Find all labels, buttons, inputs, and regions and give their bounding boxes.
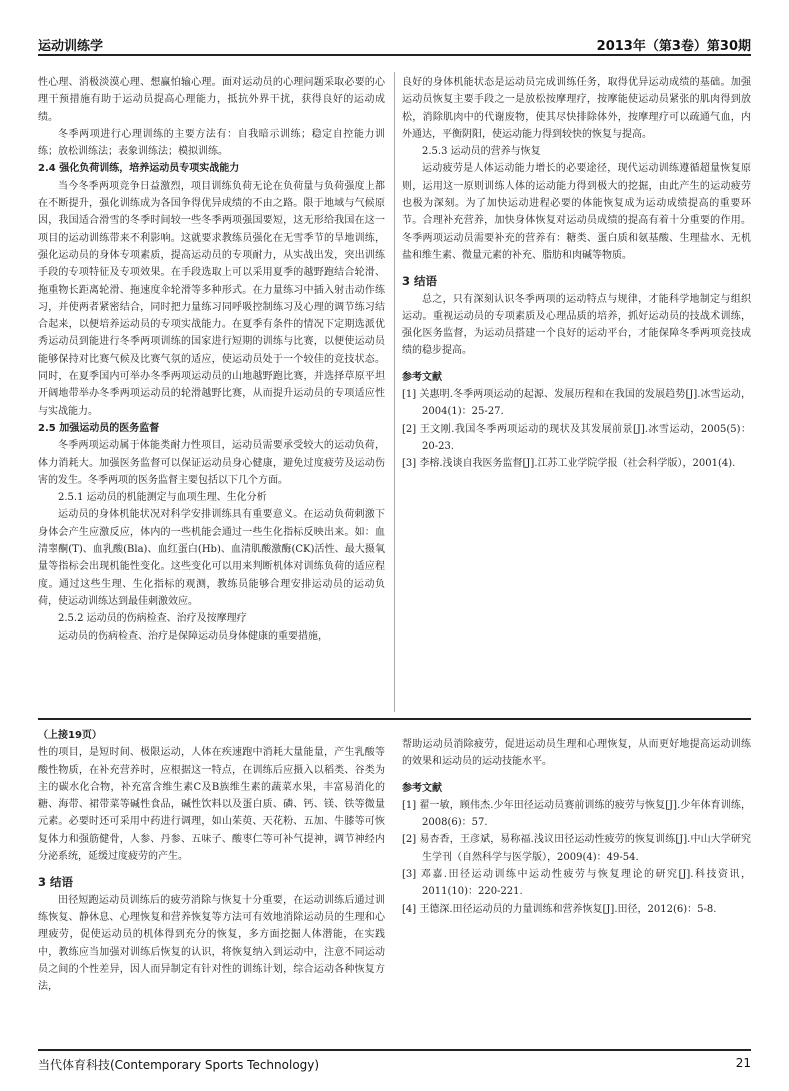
page-number: 21 xyxy=(735,1056,751,1070)
reference-item: [2] 易杏香，王彦斌，易称福.浅议田径运动性疲劳的恢复训练[J].中山大学研究生学刊（自然科学与医学版），2009(4)：49-54. xyxy=(402,834,751,863)
section-heading: （上接19页） xyxy=(38,730,102,741)
reference-item: [3] 邓嘉.田径运动训练中运动性疲劳与恢复理论的研究[J].科技资讯，2011(10)：220-221. xyxy=(402,869,751,898)
section-title: 3 结语 xyxy=(38,875,74,890)
top-left-column xyxy=(38,74,385,645)
spacer xyxy=(402,360,751,369)
section-heading: 2.5 加强运动员的医务监督 xyxy=(38,422,160,434)
section-heading: 参考文献 xyxy=(402,371,442,383)
paragraph: 田径短跑运动员训练后的疲劳消除与恢复十分重要，在运动训练后通过训练恢复、静休息、心理恢复和营养恢复等方法可有效地消除运动员的生理和心理疲劳，促使运动员的机体得到充分的恢复，多方面挖掘人体潜能，在实践中，教练应当加强对训练后恢复的认识，将恢复纳入到运动中，注意不同运动员之间的个性差异，因人而异制定有针对性的训练计划，综合运动各种恢复方法， xyxy=(38,894,385,993)
reference-item: [1] 关惠明.冬季两项运动的起源、发展历程和在我国的发展趋势[J].冰雪运动，2004(1)：25-27. xyxy=(402,389,751,418)
bottom-left-column xyxy=(38,727,385,995)
section-heading: 参考文献 xyxy=(402,782,442,794)
paragraph: 冬季两项进行心理训练的主要方法有：自我暗示训练；稳定自控能力训练；放松训练法；表象训练法；模拟训练。 xyxy=(38,128,385,158)
section-heading: 2.4 强化负荷训练，培养运动员专项实战能力 xyxy=(38,163,240,175)
paragraph: 良好的身体机能状态是运动员完成训练任务，取得优异运动成绩的基础。加强运动员恢复主要手段之一是放松按摩理疗，按摩能使运动员紧张的肌肉得到放松，消除肌肉中的代谢废物，使其尽快排除体外，按摩理疗可以疏通气血，内外通达，平衡阴阳，使运动能力得到较快的恢复与提高。 xyxy=(402,77,751,140)
paragraph: 运动员的伤病检查、治疗是保障运动员身体健康的重要措施， xyxy=(58,630,328,642)
subsection-heading: 2.5.2 运动员的伤病检查、治疗及按摩理疗 xyxy=(58,613,247,625)
paragraph: 帮助运动员消除疲劳，促进运动员生理和心理恢复，从而更好地提高运动训练的效果和运动员的运动技能水平。 xyxy=(402,739,751,768)
column-divider xyxy=(394,72,395,712)
paragraph: 运动疲劳是人体运动能力增长的必要途径，现代运动训练遵循超量恢复原则，运用这一原则训练人体的运动能力得到极大的挖掘，由此产生的运动疲劳也极为深刻。为了加快运动进程必要的体能恢复成为运动成绩提高的重要环节。合理补充营养，加快身体恢复对运动员成绩的提高有着十分重要的作用。冬季两项运动员需要补充的营养有：糖类、蛋白质和氨基酸、生理盐水、无机盐和维生素、微量元素的补充、脂肪和肉碱等物质。 xyxy=(402,163,751,261)
article-separator-rule xyxy=(38,718,751,720)
page-footer xyxy=(38,1054,751,1074)
footer-journal: 当代体育科技(Contemporary Sports Technology) xyxy=(38,1058,320,1072)
paragraph: 运动员的身体机能状况对科学安排训练具有重要意义。在运动负荷刺激下身体会产生应激反应，体内的一些机能会通过一些生化指标反映出来。如：血清睾酮(T)、血乳酸(Bla)、血红蛋白(Hb)、血清肌酸激酶(CK)活性、最大摄氧量等指标会出现机能性变化。这些变化可以用来判断机体对训练负荷的适应程度。通过这些生理、生化指标的观测，教练员能够合理安排运动员的运动负荷，使运动训练达到最佳刺激效应。 xyxy=(38,509,385,607)
spacer xyxy=(402,771,751,780)
paragraph: 冬季两项运动属于体能类耐力性项目，运动员需要承受较大的运动负荷，体力消耗大。加强医务监督可以保证运动员身心健康，避免过度疲劳及运动伤害的发生。冬季两项的医务监督主要包括以下几个方面。 xyxy=(38,440,385,486)
paragraph: 当今冬季两项竞争日益激烈，项目训练负荷无论在负荷量与负荷强度上都在不断提升，强化训练成为各国争得优异成绩的不由之路。限于地域与气候原因，我国适合滑雪的冬季时间较一些冬季两项强国要短，这无形给我国在这一项目的运动训练带来不利影响。这就要求教练员强化在无雪季节的旱地训练，强化运动员的身体专项素质，提高运动员的专项耐力，从实战出发，突出训练手段的专项特征及专项效果。在手段选取上可以采用夏季的越野跑结合轮滑、拖重物长距离轮滑、拖速度伞轮滑等多种形式。在力量练习中插入射击动作练习，并使两者紧密结合，同时把力量练习同呼吸控制练习及心理的调节练习结合起来，以便培养运动员的专项实战能力。在夏季有条件的情况下定期选派优秀运动员到能进行冬季两项训练的国家进行短期的训练与比赛，以便使运动员能够保持对比赛气候及比赛气氛的适应，使运动员处于一个较佳的竞技状态。同时，在夏季国内可举办冬季两项运动员的山地越野跑比赛，并选择草原平坦开阔地带举办冬季两项运动员的轮滑越野比赛，从而提升运动员的专项适应性与实战能力。 xyxy=(38,180,385,417)
top-right-column xyxy=(402,74,751,473)
header-journal-section: 运动训练学 xyxy=(38,39,104,54)
reference-item: [3] 李榕.浅谈自我医务监督[J].江苏工业学院学报（社会科学版），2001(4). xyxy=(402,458,736,470)
reference-item: [2] 王文刚.我国冬季两项运动的现状及其发展前景[J].冰雪运动，2005(5)：20-23. xyxy=(402,423,751,452)
reference-item: [4] 王德深.田径运动员的力量训练和营养恢复[J].田径，2012(6)：5-8. xyxy=(402,903,717,915)
reference-item: [1] 翟一敏，顾伟杰.少年田径运动员赛前训练的疲劳与恢复[J].少年体育训练，2008(6)：57. xyxy=(402,799,751,829)
subsection-heading: 2.5.3 运动员的营养与恢复 xyxy=(422,146,541,158)
paragraph: 性心理、消极淡漠心理、想赢怕输心理。面对运动员的心理问题采取必要的心理干预措施有助于运动员提高心理能力，抵抗外界干扰，获得良好的运动成绩。 xyxy=(38,77,385,123)
header-issue: 2013年（第3卷）第30期 xyxy=(596,39,751,54)
paragraph: 总之，只有深刻认识冬季两项的运动特点与规律，才能科学地制定与组织运动。重视运动员的专项素质及心理品质的培养，抓好运动员的技战术训练，强化医务监督，为运动员搭建一个良好的运动平台，才能保障冬季两项竞技成绩的稳步提高。 xyxy=(402,293,751,357)
subsection-heading: 2.5.1 运动员的机能测定与血项生理、生化分析 xyxy=(58,492,267,504)
header-rule xyxy=(38,54,751,56)
page-header xyxy=(38,33,751,55)
spacer xyxy=(38,865,385,874)
bottom-right-column xyxy=(402,736,751,918)
paragraph: 性的项目，是短时间、极限运动，人体在疾速跑中消耗大量能量，产生乳酸等酸性物质，在补充营养时，应根据这一特点，在训练后应摄入以稻类、谷类为主的碳水化合物，补充富含维生素C及B族维生素的蔬菜水果，丰富易消化的糖、海带、裙带菜等碱性食品，碱性饮料以及蛋白质、磷、钙、镁、铁等微量元素。必要时还可采用中药进行调理，如山茱萸、天花粉、五加、牛膝等可恢复体力和强筋健骨，人参、丹参、五味子、酸枣仁等可补气提神，调节神经内分泌系统，延缓过度疲劳的产生。 xyxy=(38,747,385,863)
spacer xyxy=(402,264,751,273)
footer-rule xyxy=(38,1049,751,1051)
section-title: 3 结语 xyxy=(402,274,438,289)
